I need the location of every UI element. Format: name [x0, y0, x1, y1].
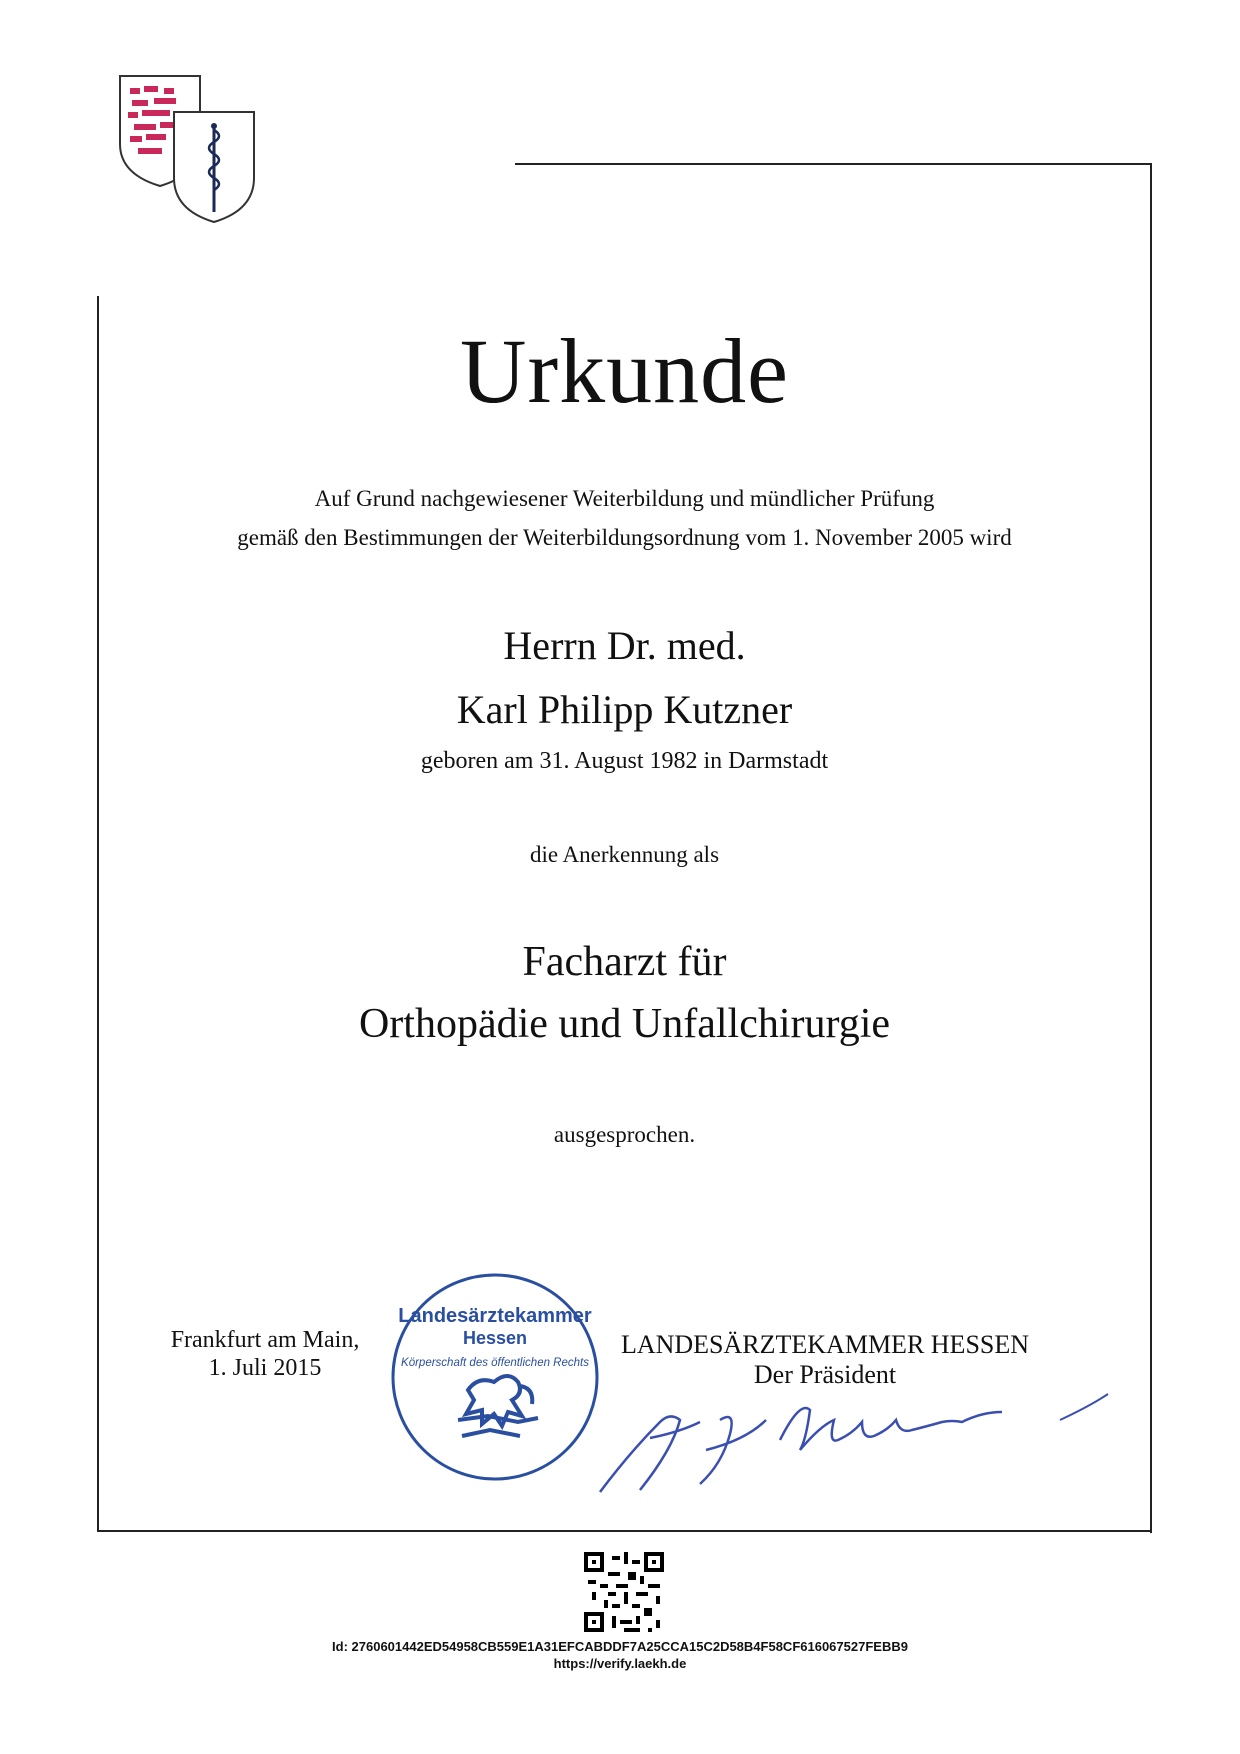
stamp-line-3: Körperschaft des öffentlichen Rechts — [401, 1357, 589, 1369]
specialty-line-1: Facharzt für — [522, 939, 727, 985]
frame-line-bottom — [97, 1530, 1152, 1532]
qr-code-icon — [584, 1552, 664, 1632]
intro-line-1: Auf Grund nachgewiesener Weiterbildung und mündlicher Prüfung — [314, 486, 935, 511]
recipient-salutation: Herrn Dr. med. — [503, 623, 746, 668]
intro-line-2: gemäß den Bestimmungen der Weiterbildungsordnung vom 1. November 2005 wird — [237, 525, 1012, 550]
document-title: Urkunde — [460, 320, 789, 422]
verification-id: Id: 2760601442ED54958CB559E1A31EFCABDDF7A25CCA15C2D58B4F58CF616067527FEBB9 — [332, 1639, 908, 1654]
recognition-text: die Anerkennung als — [529, 842, 720, 867]
place-text: Frankfurt am Main, — [170, 1327, 360, 1353]
stamp-line-1: Landesärztekammer — [398, 1305, 592, 1327]
frame-line-top — [515, 163, 1152, 165]
verification-url[interactable]: https://verify.laekh.de — [553, 1656, 687, 1671]
specialty-line-2: Orthopädie und Unfallchirurgie — [358, 1001, 891, 1047]
frame-line-left — [97, 296, 99, 1532]
recipient-name: Karl Philipp Kutzner — [456, 687, 793, 732]
stamp-line-2: Hessen — [462, 1328, 528, 1348]
signature-icon — [590, 1380, 1110, 1500]
crest-icon — [116, 74, 266, 224]
chamber-role: Der Präsident — [753, 1360, 897, 1389]
place-date-block — [150, 1326, 380, 1382]
date-text: 1. Juli 2015 — [208, 1355, 322, 1381]
frame-line-right — [1150, 163, 1152, 1533]
chamber-name: LANDESÄRZTEKAMMER HESSEN — [620, 1330, 1030, 1359]
pronounced-text: ausgesprochen. — [553, 1122, 696, 1147]
recipient-birth: geboren am 31. August 1982 in Darmstadt — [420, 748, 829, 774]
official-seal-icon — [388, 1270, 602, 1484]
